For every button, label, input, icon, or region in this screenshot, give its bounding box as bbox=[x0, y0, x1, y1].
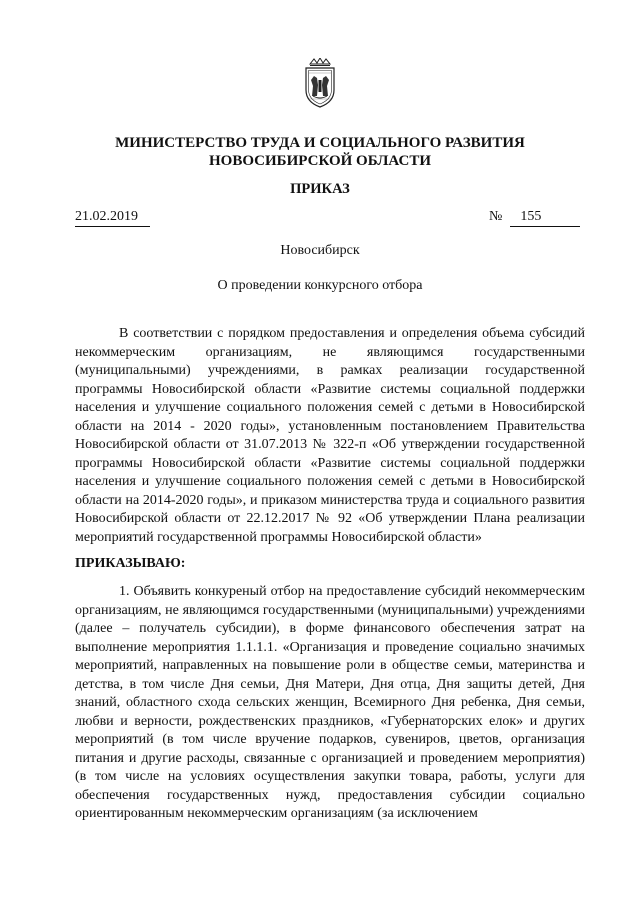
ministry-name-line-2: НОВОСИБИРСКОЙ ОБЛАСТИ bbox=[208, 153, 432, 169]
number-value: 155 bbox=[510, 208, 580, 227]
decree-heading: ПРИКАЗЫВАЮ: bbox=[75, 556, 186, 571]
number-label: № bbox=[489, 209, 503, 224]
ministry-name bbox=[40, 134, 600, 170]
ministry-name-line-1: МИНИСТЕРСТВО ТРУДА И СОЦИАЛЬНОГО РАЗВИТИЯ bbox=[115, 135, 525, 151]
coat-of-arms-icon bbox=[301, 58, 339, 108]
document-type: ПРИКАЗ bbox=[290, 181, 350, 197]
order-item-1: 1. Объявить конкуреный отбор на предоставление субсидий некоммерческим организациям, не являющимся государственными (муниципальными) учреждениями (далее – получатель субсидии), в форме финансового обеспечения затрат на выполнение мероприятия 1.1.1.1. «Организация и проведение социально значимых мероприятий, направленных на повышение роли в обществе семьи, материнства и детства, в том числе Дня семьи, Дня Матери, Дня отца, Дня защиты детей, Дня знаний, областного схода сельских женщин, Всемирного Дня ребенка, Дня семьи, любви и верности, рождественских праздников, «Губернаторских елок» и других мероприятий (в том числе вручение подарков, сувениров, цветов, организация питания и другие расходы, связанные с организацией и проведением мероприятия) (в том числе на условиях осуществления закупки товара, работы, услуги для обеспечения государственных нужд, предоставления субсидии социально ориентированным некоммерческим организациям (за исключением bbox=[75, 584, 585, 821]
city: Новосибирск bbox=[280, 243, 360, 258]
order-number bbox=[489, 208, 580, 227]
preamble-paragraph: В соответствии с порядком предоставления и определения объема субсидий некоммерческим организациям, не являющимся государственными (муниципальными) учреждениями, в рамках реализации государственной программы Новосибирской области «Развитие системы социальной поддержки населения и улучшение социального положения семей с детьми в Новосибирской области на 2014 - 2020 годы», установленным постановлением Правительства Новосибирской области от 31.07.2013 № 322-п «Об утверждении государственной программы Новосибирской области «Развитие системы социальной поддержки населения и улучшение социального положения семей с детьми в Новосибирской области на 2014-2020 годы», и приказом министерства труда и социального развития Новосибирской области от 22.12.2017 № 92 «Об утверждении Плана реализации мероприятий государственной программы Новосибирской области» bbox=[75, 326, 585, 545]
order-subject: О проведении конкурсного отбора bbox=[217, 278, 423, 293]
order-date: 21.02.2019 bbox=[75, 208, 150, 227]
